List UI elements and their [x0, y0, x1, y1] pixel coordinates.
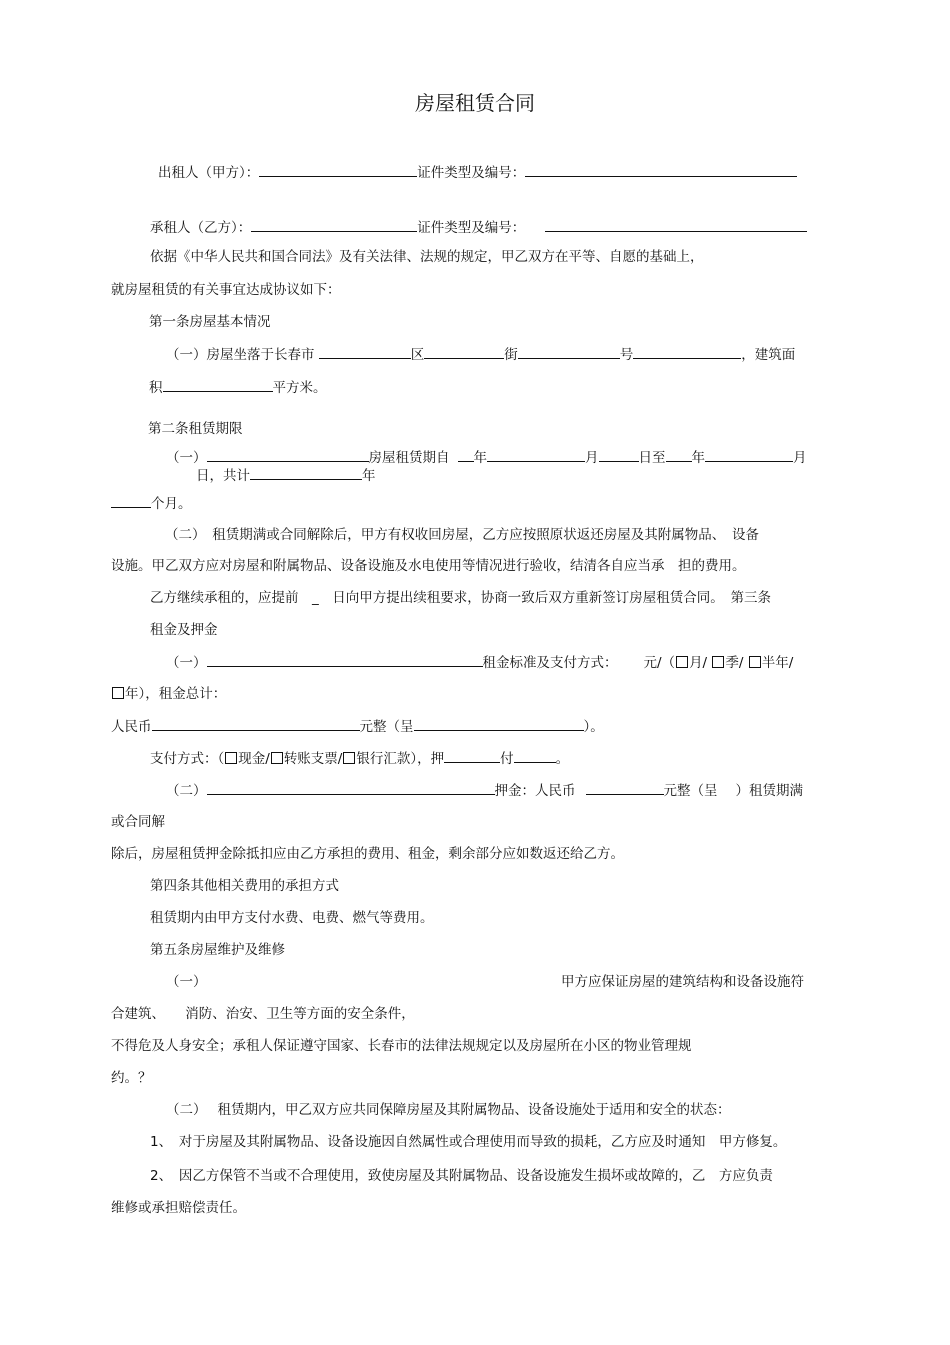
maintenance-para-2: （二） 租赁期内，甲乙双方应共同保障房屋及其附属物品、设备设施处于适用和安全的状态：	[166, 1102, 731, 1118]
renewal-line: 乙方继续承租的，应提前 _ 日向甲方提出续租要求，协商一致后双方重新签订房屋租赁合同。 第三条	[150, 590, 771, 606]
deposit-line-2: 或合同解	[111, 814, 165, 830]
rent-line-1	[166, 653, 793, 672]
end-year-label: 年	[691, 450, 705, 466]
start-month-field[interactable]	[487, 448, 585, 462]
deposit-yuan-label: 元整（呈	[663, 783, 718, 799]
lessor-id-field[interactable]	[525, 163, 797, 177]
deposit-field[interactable]	[207, 781, 495, 795]
start-year-label: 年	[473, 450, 487, 466]
maintenance-line-1: 甲方应保证房屋的建筑结构和设备设施符	[561, 974, 804, 990]
payment-method-line	[150, 749, 569, 768]
number-label: 号	[619, 347, 634, 363]
lessee-line	[150, 218, 807, 237]
area-line	[149, 378, 327, 397]
rmb-label: 人民币	[111, 719, 152, 735]
total-years-label: 年	[362, 468, 376, 484]
term-line-1	[166, 448, 807, 467]
end-mark: 。	[555, 751, 570, 767]
half-year-option: 半年/	[761, 655, 794, 671]
area-prefix: ，建筑面	[741, 347, 796, 363]
month-option: 月/	[689, 655, 708, 671]
transfer-option: 转账支票/	[283, 751, 343, 767]
lessor-id-label: 证件类型及编号：	[417, 165, 526, 181]
rent-total-upper-field[interactable]	[414, 717, 584, 731]
article-3-heading: 租金及押金	[150, 622, 218, 638]
start-day-label: 日至	[638, 450, 666, 466]
rent-field[interactable]	[207, 653, 483, 667]
address-prefix: （一）房屋坐落于长春市	[166, 347, 315, 363]
pay-label: 付	[500, 751, 514, 767]
transfer-checkbox[interactable]	[271, 752, 283, 764]
term-index: （一）	[166, 450, 207, 466]
area-label: 积	[149, 380, 163, 396]
return-para-line-2: 设施。甲乙双方应对房屋和附属物品、设备设施及水电使用等情况进行验收，结清各自应当承 担的费用。	[111, 558, 746, 574]
start-year-field[interactable]	[458, 448, 474, 462]
article-4-text: 租赁期内由甲方支付水费、电费、燃气等费用。	[150, 910, 434, 926]
deposit-index: （二）	[166, 783, 207, 799]
maintenance-line-3: 不得危及人身安全；承租人保证遵守国家、长春市的法律法规规定以及房屋所在小区的物业管理规	[111, 1038, 692, 1054]
street-label: 街	[504, 347, 518, 363]
street-field[interactable]	[424, 345, 504, 359]
lessor-name-field[interactable]	[259, 163, 417, 177]
quarter-checkbox[interactable]	[712, 656, 724, 668]
half-year-checkbox[interactable]	[749, 656, 761, 668]
number-field[interactable]	[518, 345, 620, 359]
term-from-label: 房屋租赁期自	[368, 450, 450, 466]
maintenance-item-2-line-1: 2、 因乙方保管不当或不合理使用，致使房屋及其附属物品、设备设施发生损坏或故障的，乙 方应负责	[150, 1168, 773, 1184]
lessee-id-field[interactable]	[545, 218, 807, 232]
cash-option: 现金/	[238, 751, 270, 767]
preamble-line-1: 依据《中华人民共和国合同法》及有关法律、法规的规定，甲乙双方在平等、自愿的基础上，	[150, 249, 704, 265]
maintenance-line-4: 约。？	[111, 1070, 152, 1086]
deposit-label: 押金：人民币	[494, 783, 576, 799]
total-years-field[interactable]	[250, 466, 362, 480]
cash-checkbox[interactable]	[225, 752, 237, 764]
year-checkbox[interactable]	[112, 687, 124, 699]
area-field[interactable]	[163, 378, 273, 392]
document-title: 房屋租赁合同	[415, 91, 535, 115]
lessee-name-field[interactable]	[251, 218, 417, 232]
article-5-heading: 第五条房屋维护及维修	[150, 942, 285, 958]
bank-checkbox[interactable]	[343, 752, 355, 764]
deposit-line-3: 除后，房屋租赁押金除抵扣应由乙方承担的费用、租金，剩余部分应如数返还给乙方。	[111, 846, 624, 862]
start-day-field[interactable]	[599, 448, 639, 462]
end-month-label: 月	[793, 450, 807, 466]
pay-months-field[interactable]	[514, 749, 556, 763]
lessor-label: 出租人（甲方）：	[158, 165, 260, 181]
rent-unit-label: 元/（	[643, 655, 676, 671]
rent-line-2	[111, 685, 226, 703]
total-months-field[interactable]	[111, 494, 151, 508]
deposit-amount-field[interactable]	[586, 781, 664, 795]
term-line-2	[196, 466, 376, 485]
rent-total-line	[111, 717, 604, 736]
article-2-heading: 第二条租赁期限	[148, 421, 243, 437]
return-para-line-1: （二） 租赁期满或合同解除后，甲方有权收回房屋，乙方应按照原状返还房屋及其附属物品、 设备	[165, 527, 759, 543]
start-month-label: 月	[585, 450, 599, 466]
deposit-term-label: ）租赁期满	[735, 783, 803, 799]
total-months-label: 个月。	[151, 496, 192, 512]
month-checkbox[interactable]	[676, 656, 688, 668]
rent-index: （一）	[166, 655, 207, 671]
preamble-line-2: 就房屋租赁的有关事宜达成协议如下：	[111, 282, 341, 298]
maintenance-index: （一）	[166, 974, 207, 990]
district-field[interactable]	[319, 345, 411, 359]
close-paren: ）。	[583, 719, 604, 735]
quarter-option: 季/	[725, 655, 744, 671]
payment-method-label: 支付方式：（	[150, 751, 225, 767]
end-year-field[interactable]	[666, 448, 692, 462]
district-label: 区	[410, 347, 425, 363]
article-4-heading: 第四条其他相关费用的承担方式	[150, 878, 339, 894]
maintenance-item-1: 1、 对于房屋及其附属物品、设备设施因自然属性或合理使用而导致的损耗，乙方应及时通知 甲方修复。	[150, 1134, 787, 1150]
rent-total-field[interactable]	[152, 717, 360, 731]
deposit-line	[166, 781, 803, 800]
article-1-heading: 第一条房屋基本情况	[149, 314, 271, 330]
lessor-line	[158, 163, 797, 182]
maintenance-line-2: 合建筑、 消防、治安、卫生等方面的安全条件，	[111, 1006, 415, 1022]
year-option: 年），租金总计：	[125, 686, 227, 702]
term-total-label: 日，共计	[196, 468, 250, 484]
deposit-months-field[interactable]	[444, 749, 500, 763]
term-line-3	[111, 494, 192, 513]
building-field[interactable]	[633, 345, 741, 359]
area-unit: 平方米。	[272, 380, 327, 396]
term-field[interactable]	[207, 448, 369, 462]
end-month-field[interactable]	[705, 448, 793, 462]
yuan-label: 元整（呈	[359, 719, 414, 735]
lessee-label: 承租人（乙方）：	[150, 220, 252, 236]
bank-option: 银行汇款），押	[356, 751, 445, 767]
address-line	[166, 345, 795, 364]
lessee-id-label: 证件类型及编号：	[417, 220, 526, 236]
rent-standard-label: 租金标准及支付方式：	[482, 655, 618, 671]
maintenance-item-2-line-2: 维修或承担赔偿责任。	[111, 1200, 246, 1216]
